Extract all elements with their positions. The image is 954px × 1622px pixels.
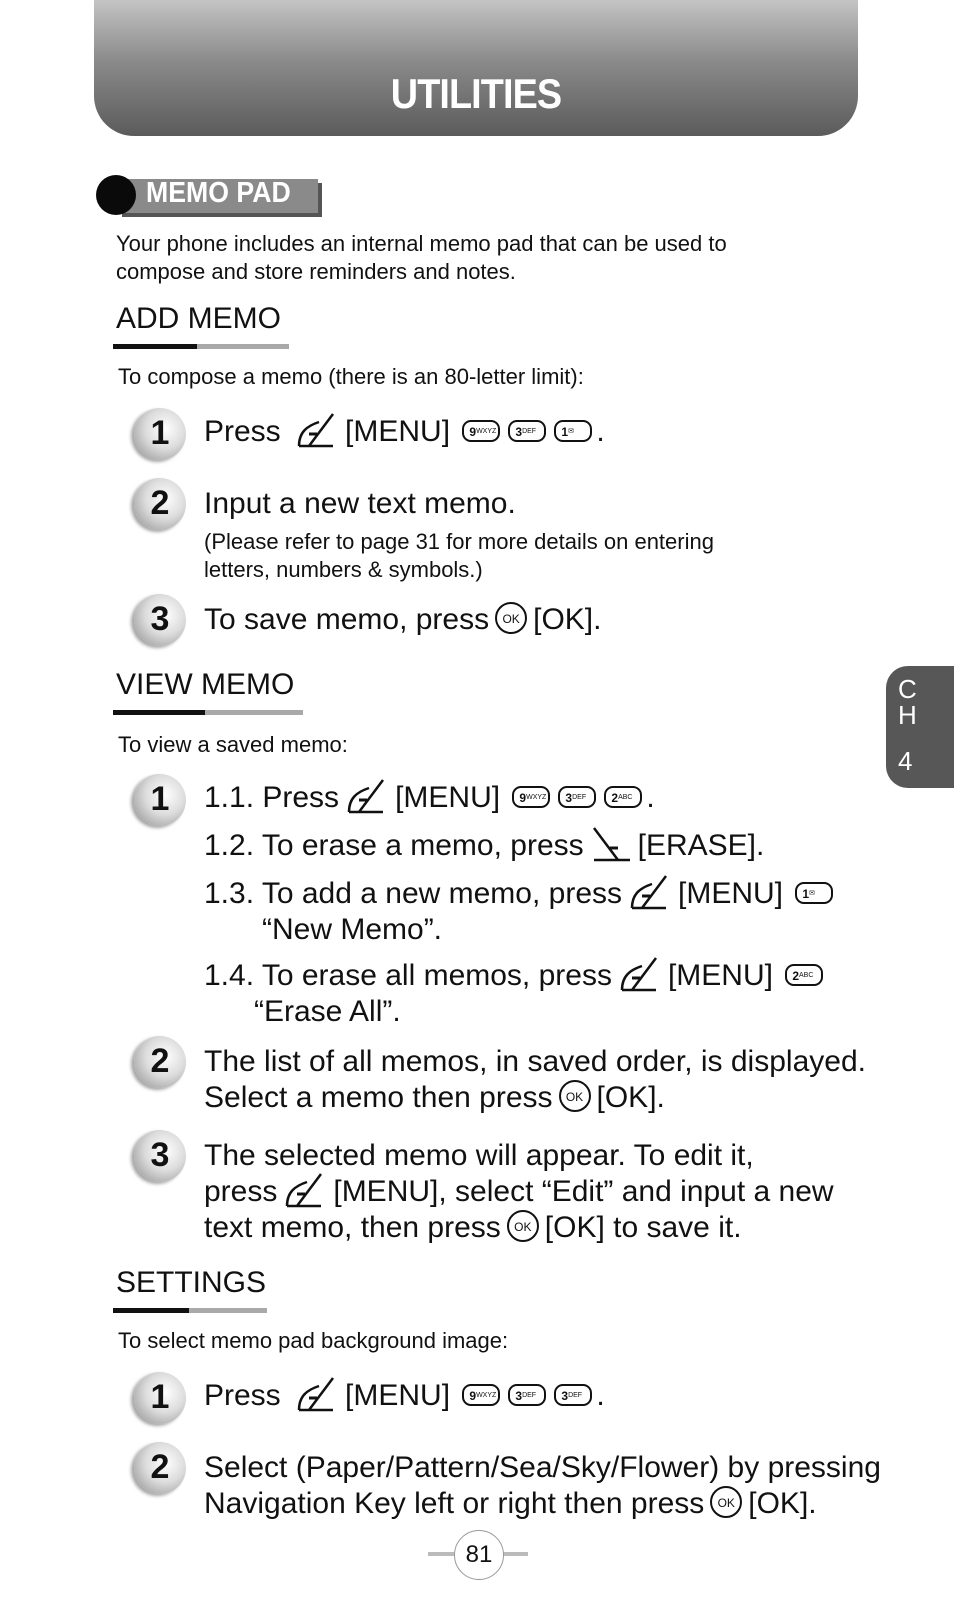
key-9-icon: $9^{WXYZ}$: [462, 420, 500, 442]
view-memo-step-3-line1: The selected memo will appear. To edit it,: [204, 1139, 754, 1172]
view-memo-step-1-4: 1.4. To erase all memos, press [MENU] $2^{ABC}$: [204, 958, 827, 995]
view-memo-step-1-3: 1.3. To add a new memo, press [MENU] 1✉: [204, 876, 837, 913]
key-2-icon: $2^{ABC}$: [604, 786, 642, 808]
add-memo-intro: To compose a memo (there is an 80-letter limit):: [118, 364, 584, 389]
view-memo-step-1-1: 1.1. Press [MENU] $9^{WXYZ}$ $3^{DEF}$ $2^{ABC}$ .: [204, 780, 655, 817]
left-soft-key-icon: [620, 956, 662, 992]
view-memo-step-2-line1: The list of all memos, in saved order, is displayed.: [204, 1045, 866, 1078]
page-header: [94, 0, 858, 136]
add-memo-step-2-note2: letters, numbers & symbols.): [204, 557, 483, 582]
step-number: 2: [134, 478, 186, 530]
step-number: 1: [134, 774, 186, 826]
left-soft-key-icon: [630, 874, 672, 910]
key-3-icon: $3^{DEF}$: [508, 1384, 546, 1406]
view-memo-step-1-2: 1.2. To erase a memo, press [ERASE].: [204, 828, 764, 865]
settings-underline: [113, 1308, 267, 1313]
view-memo-intro: To view a saved memo:: [118, 732, 348, 757]
section-title: MEMO PAD: [146, 177, 291, 209]
right-soft-key-icon: [590, 826, 632, 862]
add-memo-step-1: Press [MENU] $9^{WXYZ}$ $3^{DEF}$ 1✉ .: [204, 414, 605, 451]
settings-heading: SETTINGS: [116, 1266, 267, 1299]
settings-step-1: Press [MENU] $9^{WXYZ}$ $3^{DEF}$ $3^{DEF}$ .: [204, 1378, 605, 1415]
section-intro-line2: compose and store reminders and notes.: [116, 259, 516, 284]
view-memo-step-2-line2: Select a memo then press OK [OK].: [204, 1081, 665, 1114]
key-9-icon: $9^{WXYZ}$: [512, 786, 550, 808]
view-memo-step-1-3-target: “New Memo”.: [262, 913, 443, 946]
page-title: UTILITIES: [390, 70, 562, 117]
step-number: 2: [134, 1036, 186, 1088]
bullet-icon: [96, 175, 136, 215]
settings-step-2-line2: Navigation Key left or right then press OK [OK].: [204, 1487, 817, 1520]
ok-key-icon: OK: [710, 1486, 742, 1518]
step-number: 3: [134, 1130, 186, 1182]
key-3-icon: $3^{DEF}$: [508, 420, 546, 442]
key-1-icon: 1✉: [554, 420, 592, 442]
section-intro-line1: Your phone includes an internal memo pad that can be used to: [116, 231, 727, 256]
view-memo-step-3-line3: text memo, then press OK [OK] to save it.: [204, 1211, 742, 1244]
settings-intro: To select memo pad background image:: [118, 1328, 509, 1353]
ok-key-icon: OK: [559, 1080, 591, 1112]
step-number: 1: [134, 1372, 186, 1424]
page-number: 81: [454, 1530, 504, 1580]
view-memo-heading: VIEW MEMO: [116, 668, 295, 701]
key-1-icon: 1✉: [795, 882, 833, 904]
view-memo-step-1-4-target: “Erase All”.: [254, 995, 401, 1028]
left-soft-key-icon: [297, 1376, 339, 1412]
key-9-icon: $9^{WXYZ}$: [462, 1384, 500, 1406]
chapter-tab: C H 4: [886, 666, 954, 788]
left-soft-key-icon: [297, 412, 339, 448]
key-3-icon: $3^{DEF}$: [554, 1384, 592, 1406]
add-memo-step-2: Input a new text memo.: [204, 487, 516, 520]
key-2-icon: $2^{ABC}$: [785, 964, 823, 986]
key-3-icon: $3^{DEF}$: [558, 786, 596, 808]
add-memo-step-2-note1: (Please refer to page 31 for more details on entering: [204, 529, 714, 554]
view-memo-underline: [113, 710, 303, 715]
view-memo-step-3-line2: press [MENU], select “Edit” and input a new: [204, 1174, 834, 1211]
section-tag: [96, 175, 326, 219]
left-soft-key-icon: [285, 1172, 327, 1208]
add-memo-heading: ADD MEMO: [116, 302, 281, 335]
settings-step-2-line1: Select (Paper/Pattern/Sea/Sky/Flower) by pressing: [204, 1451, 881, 1484]
left-soft-key-icon: [347, 778, 389, 814]
add-memo-step-3: To save memo, press OK [OK].: [204, 603, 602, 636]
ok-key-icon: OK: [495, 602, 527, 634]
step-number: 1: [134, 408, 186, 460]
ok-key-icon: OK: [507, 1210, 539, 1242]
step-number: 3: [134, 594, 186, 646]
add-memo-underline: [113, 344, 289, 349]
step-number: 2: [134, 1442, 186, 1494]
